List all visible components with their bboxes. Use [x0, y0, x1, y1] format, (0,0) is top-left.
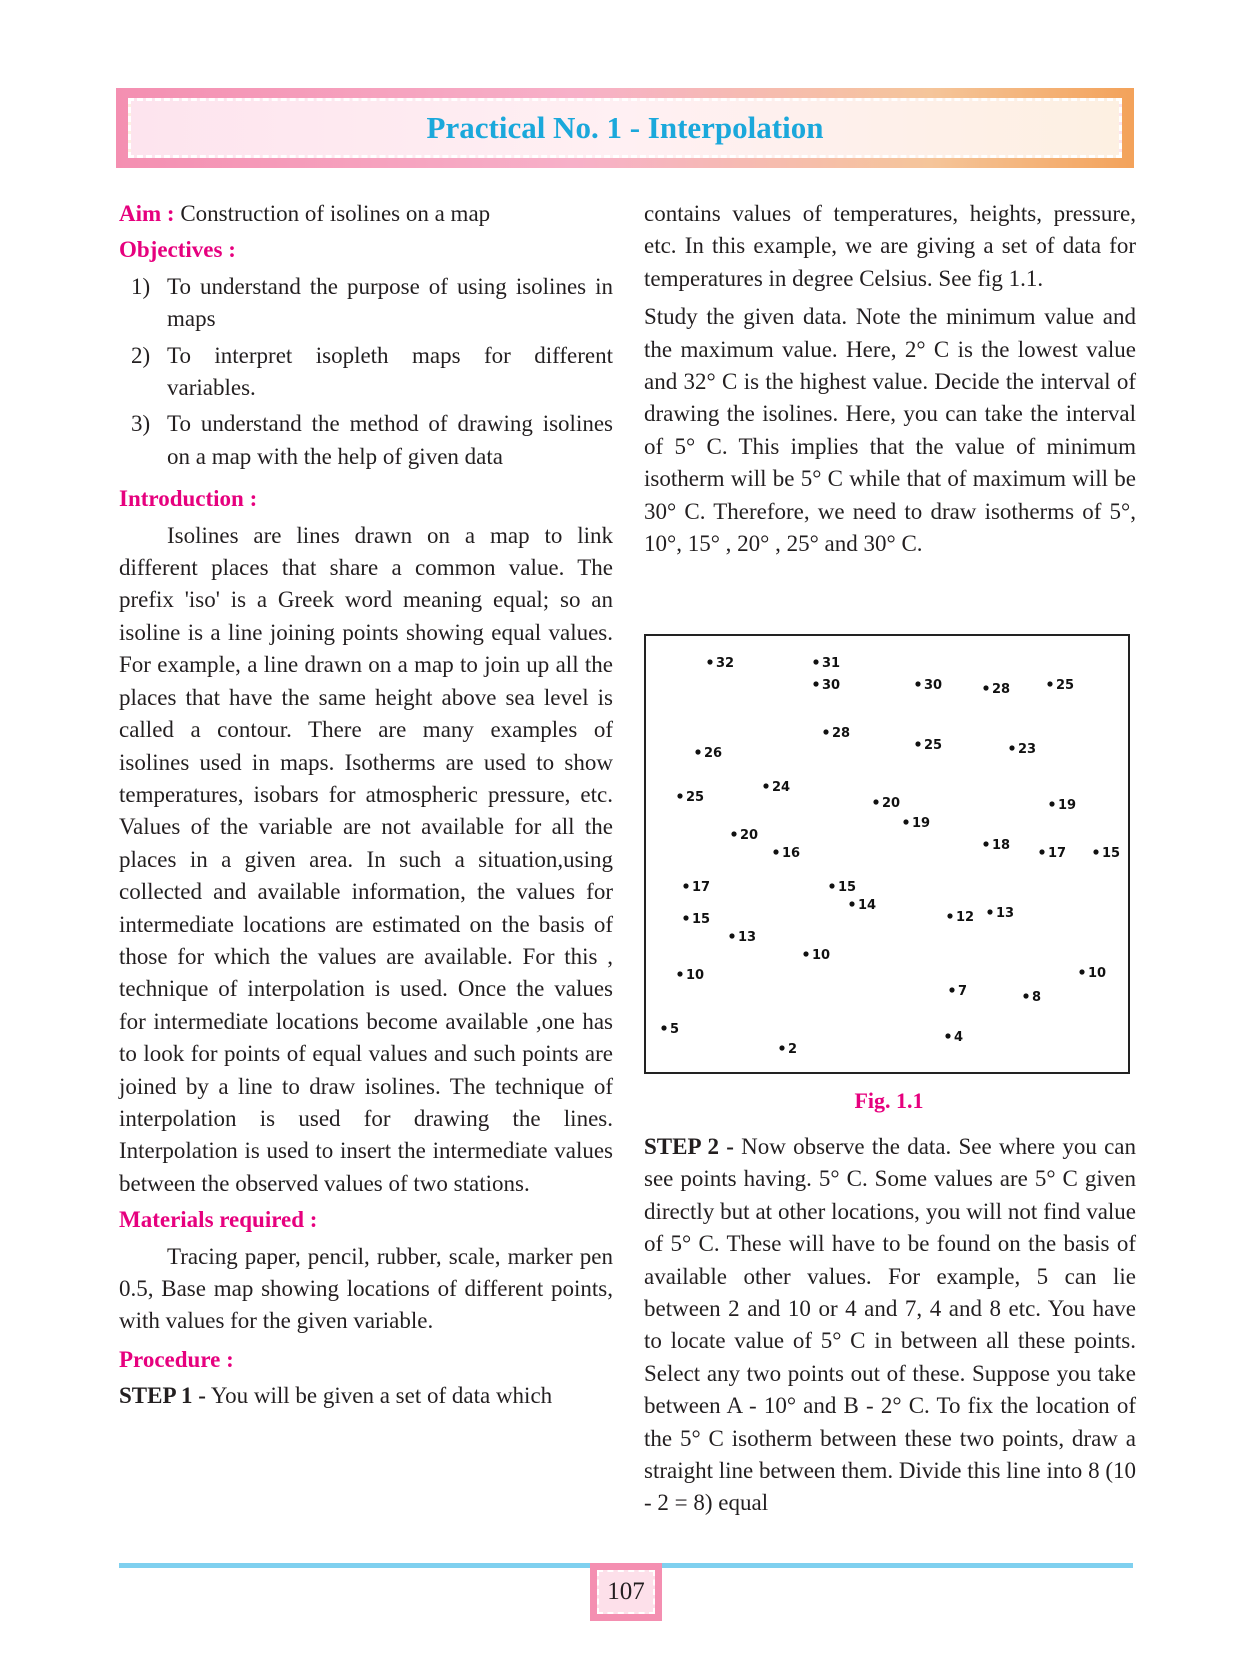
data-point-dot: [823, 729, 828, 734]
data-point-dot: [779, 1045, 784, 1050]
objective-item: [119, 408, 613, 473]
data-point-dot: [1023, 993, 1028, 998]
data-point-dot: [849, 901, 854, 906]
data-point-label: 17: [1048, 846, 1067, 861]
data-point-dot: [695, 749, 700, 754]
data-point-label: 19: [912, 816, 931, 831]
introduction-heading: Introduction :: [119, 486, 258, 512]
data-point-dot: [903, 819, 908, 824]
data-point-dot: [873, 799, 878, 804]
data-point-label: 17: [692, 880, 711, 895]
page-number: 107: [597, 1570, 655, 1614]
objective-text: To understand the purpose of using isolines in maps: [167, 273, 613, 332]
data-point-label: 32: [716, 656, 735, 671]
data-point-dot: [813, 681, 818, 686]
data-point-label: 15: [1102, 846, 1121, 861]
step2-text: Now observe the data. See where you can see points having. 5° C. Some values are 5° C given directly but at other locations, you will not find value of 5° C. These will have to be found on the basis of available other values. For example, 5 can lie between 2 and 10 or 4 and 7, 4 and 8 etc. You have to locate value of 5° C in between all these points. Select any two points out of these. Suppose you take between A - 10° and B - 2° C. To fix the location of the 5° C isotherm between these two points, draw a straight line between them. Divide this line into 8 (10 - 2 = 8) equal: [644, 1134, 1137, 1516]
data-point-label: 31: [822, 656, 841, 671]
data-point-label: 30: [924, 678, 943, 693]
data-point-label: 13: [738, 930, 757, 945]
objective-item: [119, 340, 613, 405]
data-point-label: 26: [704, 746, 723, 761]
page-title: Practical No. 1 - Interpolation: [426, 110, 824, 145]
step1-text-start: You will be given a set of data which: [210, 1383, 553, 1409]
data-point-dot: [829, 883, 834, 888]
left-column: [119, 198, 613, 1412]
data-point-label: 12: [956, 910, 975, 925]
step2-label: STEP 2 -: [644, 1134, 734, 1159]
data-point-label: 24: [772, 780, 791, 795]
data-point-dot: [945, 1033, 950, 1038]
data-point-dot: [803, 951, 808, 956]
data-point-dot: [915, 741, 920, 746]
data-point-label: 16: [782, 846, 801, 861]
objective-number: 1): [131, 273, 151, 299]
data-point-dot: [947, 913, 952, 918]
data-point-dot: [1009, 745, 1014, 750]
data-point-dot: [813, 659, 818, 664]
title-banner-inner: [128, 98, 1122, 158]
data-point-dot: [1049, 801, 1054, 806]
data-point-label: 20: [740, 828, 759, 843]
title-banner: [116, 88, 1134, 168]
data-point-label: 10: [686, 968, 705, 983]
procedure-heading: Procedure :: [119, 1346, 234, 1372]
aim-line: [119, 198, 613, 230]
objective-item: [119, 271, 613, 336]
page-number-box: [590, 1563, 662, 1621]
objective-number: 3): [131, 411, 151, 437]
data-point-dot: [677, 793, 682, 798]
point-map-svg: [646, 636, 1128, 1072]
data-point-label: 23: [1018, 742, 1037, 757]
data-point-label: 2: [788, 1042, 798, 1057]
data-point-dot: [731, 831, 736, 836]
data-point-dot: [1093, 849, 1098, 854]
objective-text: To interpret isopleth maps for different variables.: [167, 342, 613, 401]
step1-text-continued: contains values of temperatures, heights, pressure, etc. In this example, we are giving a set of data for temperatures in degree Celsius. See fig 1.1.: [644, 201, 1136, 291]
data-point-dot: [763, 783, 768, 788]
data-point-dot: [987, 909, 992, 914]
objective-text: To understand the method of drawing isolines on a map with the help of given data: [167, 411, 613, 469]
aim-text: Construction of isolines on a map: [180, 201, 491, 226]
data-point-dot: [683, 883, 688, 888]
data-point-dot: [1079, 969, 1084, 974]
data-point-label: 4: [954, 1030, 964, 1045]
data-point-dot: [677, 971, 682, 976]
data-point-label: 25: [686, 790, 705, 805]
data-point-label: 7: [958, 984, 968, 999]
data-point-label: 30: [822, 678, 841, 693]
step2-block: [644, 1131, 1136, 1520]
data-point-dot: [915, 681, 920, 686]
data-point-label: 15: [692, 912, 711, 927]
step2-paragraph: [644, 1131, 1136, 1520]
materials-text: Tracing paper, pencil, rubber, scale, marker pen 0.5, Base map showing locations of different points, with values for the given variable.: [119, 1243, 613, 1334]
data-point-dot: [983, 685, 988, 690]
materials-heading: Materials required :: [119, 1207, 318, 1233]
data-point-dot: [1039, 849, 1044, 854]
data-point-dot: [949, 987, 954, 992]
data-point-label: 14: [858, 898, 877, 913]
step1-line: [119, 1380, 613, 1412]
data-point-label: 13: [996, 906, 1015, 921]
introduction-text: Isolines are lines drawn on a map to link different places that share a common value. The prefix 'iso' is a Greek word meaning equal; so an isoline is a line joining points showing equal values. For example, a line drawn on a map to join up all the places that have the same height above sea level is called a contour. There are many examples of isolines used in maps. Isotherms are used to show temperatures, isobars for atmospheric pressure, etc. Values of the variable are not available for all the places in a given area. In such a situation,using collected and available information, the values for intermediate locations are estimated on the basis of those for which the values are available. For this , technique of interpolation is used. Once the values for intermediate locations become available ,one has to look for points of equal values and such points are joined by a line to draw isolines. The technique of interpolation is used for drawing the lines. Interpolation is used to insert the intermediate values between the observed values of two stations.: [119, 522, 613, 1196]
data-point-label: 18: [992, 838, 1011, 853]
data-point-label: 5: [670, 1022, 680, 1037]
data-point-label: 28: [832, 726, 851, 741]
data-point-label: 15: [838, 880, 857, 895]
data-point-dot: [1047, 681, 1052, 686]
figure-data-map: [644, 634, 1130, 1074]
data-point-dot: [661, 1025, 666, 1030]
figure-caption: Fig. 1.1: [854, 1088, 924, 1113]
objective-number: 2): [131, 342, 151, 368]
data-point-dot: [729, 933, 734, 938]
data-point-label: 10: [1088, 966, 1107, 981]
data-point-dot: [983, 841, 988, 846]
data-point-label: 19: [1058, 798, 1077, 813]
data-point-label: 25: [924, 738, 943, 753]
data-point-label: 28: [992, 682, 1011, 697]
step1-label: STEP 1 -: [119, 1383, 206, 1409]
objectives-heading: Objectives :: [119, 237, 236, 263]
data-point-dot: [683, 915, 688, 920]
aim-label: Aim :: [119, 201, 175, 226]
data-point-label: 25: [1056, 678, 1075, 693]
data-point-dot: [773, 849, 778, 854]
data-point-label: 20: [882, 796, 901, 811]
study-text: Study the given data. Note the minimum value and the maximum value. Here, 2° C is the lowest value and 32° C is the highest value. Decide the interval of drawing the isolines. Here, you can take the interval of 5° C. This implies that the value of minimum isotherm will be 5° C while that of maximum will be 30° C. Therefore, we need to draw isotherms of 5°, 10°, 15° , 20° , 25° and 30° C.: [644, 304, 1136, 557]
right-column-top: [644, 198, 1136, 560]
data-point-dot: [707, 659, 712, 664]
data-point-label: 10: [812, 948, 831, 963]
data-point-label: 8: [1032, 990, 1042, 1005]
